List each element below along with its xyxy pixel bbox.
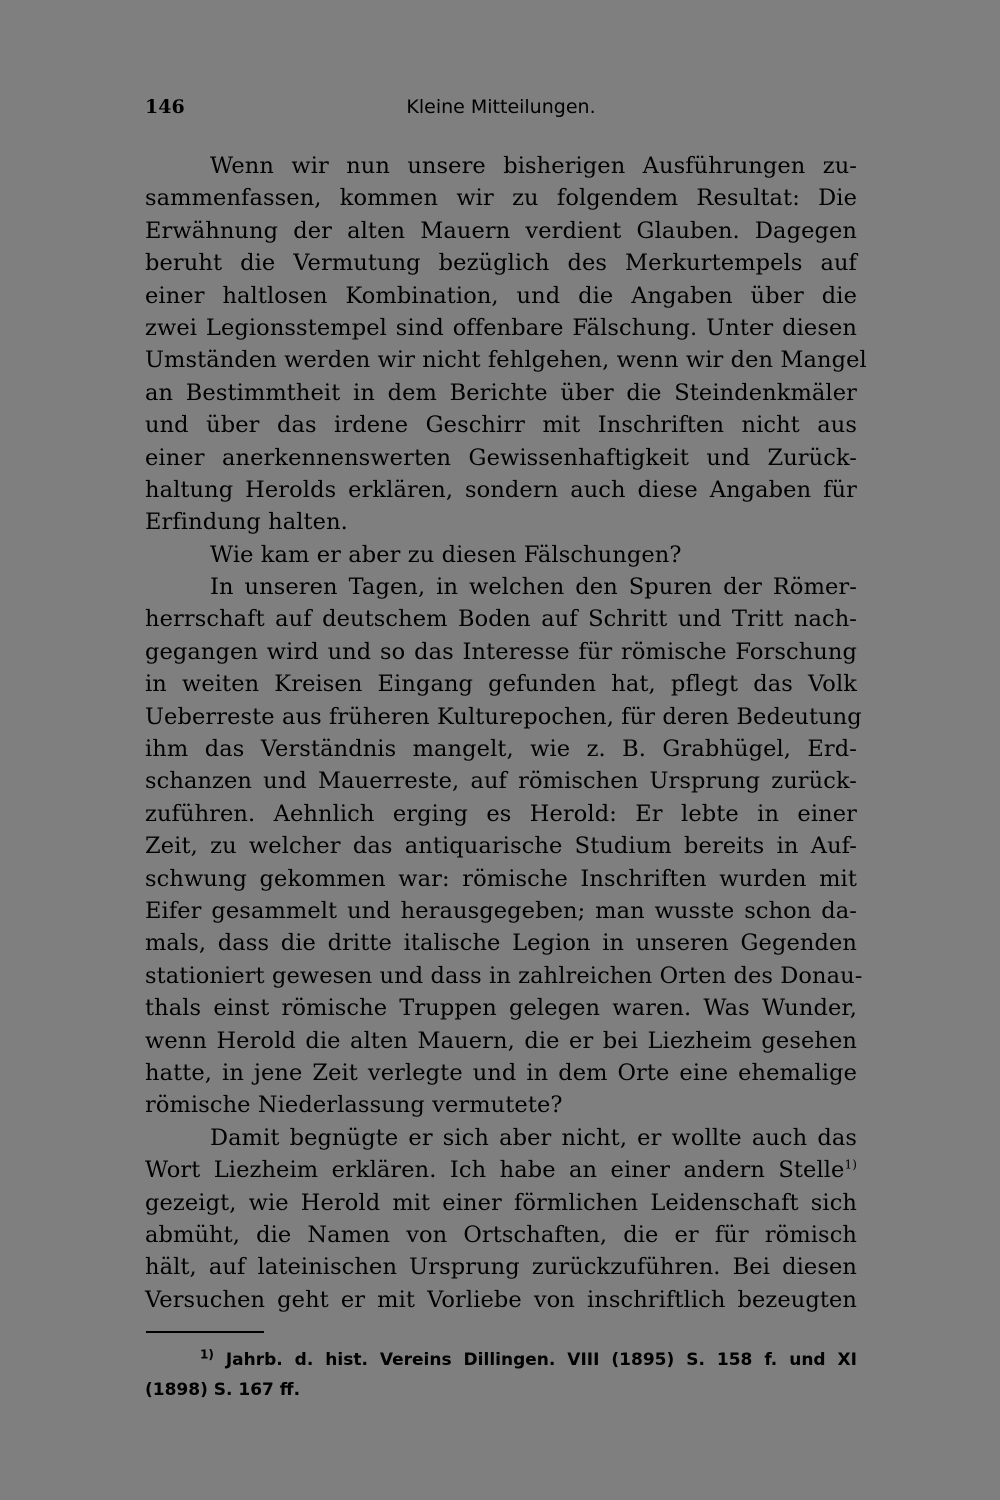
footnote-marker: 1) — [200, 1347, 214, 1362]
footnote-line — [145, 1345, 857, 1375]
text-line: zuführen. Aehnlich erging es Herold: Er lebte in einer — [145, 800, 857, 827]
footnotes — [145, 1345, 857, 1405]
text-line: Damit begnügte er sich aber nicht, er wollte auch das — [210, 1124, 857, 1151]
text-line: schanzen und Mauerreste, auf römischen Ursprung zurück- — [145, 768, 857, 795]
text-line: abmüht, die Namen von Ortschaften, die er für römisch — [145, 1221, 857, 1248]
text-line: Ueberreste aus früheren Kulturepochen, für deren Bedeutung — [145, 703, 862, 730]
footnote-divider — [146, 1331, 264, 1333]
text-line: zwei Legionsstempel sind offenbare Fälschung. Unter diesen — [145, 314, 857, 341]
text-line: einer haltlosen Kombination, und die Angaben über die — [145, 282, 857, 309]
running-head — [145, 96, 857, 126]
text-line: und über das irdene Geschirr mit Inschriften nicht aus — [145, 412, 857, 439]
text-line: gegangen wird und so das Interesse für römische Forschung — [145, 638, 857, 665]
text-line: Erfindung halten. — [145, 509, 348, 536]
text-line: Wenn wir nun unsere bisherigen Ausführungen zu- — [210, 153, 857, 179]
text-line: thals einst römische Truppen gelegen waren. Was Wunder, — [145, 995, 857, 1022]
text-line: hält, auf lateinischen Ursprung zurückzuführen. Bei diesen — [145, 1254, 857, 1281]
text-line: sammenfassen, kommen wir zu folgendem Resultat: Die — [145, 185, 857, 212]
text-line-with-footnote-ref — [145, 1154, 857, 1186]
text-line: Wie kam er aber zu diesen Fälschungen? — [210, 541, 682, 568]
page-number: 146 — [145, 96, 185, 118]
text-line: hatte, in jene Zeit verlegte und in dem Orte eine ehemalige — [145, 1059, 857, 1086]
text-line: beruht die Vermutung bezüglich des Merkurtempels auf — [145, 250, 857, 277]
footnote-line: (1898) S. 167 ff. — [145, 1380, 301, 1400]
text-line: einer anerkennenswerten Gewissenhaftigkeit und Zurück- — [145, 444, 857, 471]
text-line: In unseren Tagen, in welchen den Spuren der Römer- — [210, 574, 857, 601]
text-line: Eifer gesammelt und herausgegeben; man wusste schon da- — [145, 897, 857, 924]
text-line: Umständen werden wir nicht fehlgehen, wenn wir den Mangel — [145, 347, 867, 374]
text-line: Zeit, zu welcher das antiquarische Studium bereits in Auf- — [145, 833, 857, 860]
text-line: wenn Herold die alten Mauern, die er bei Liezheim gesehen — [145, 1027, 857, 1054]
text-line: schwung gekommen war: römische Inschriften wurden mit — [145, 865, 857, 892]
text-line: gezeigt, wie Herold mit einer förmlichen Leidenschaft sich — [145, 1189, 857, 1216]
text-line: herrschaft auf deutschem Boden auf Schritt und Tritt nach- — [145, 606, 857, 633]
footnote-text: Jahrb. d. hist. Vereins Dillingen. VIII (1895) S. 158 f. und XI — [225, 1350, 857, 1370]
text-line: an Bestimmtheit in dem Berichte über die Steindenkmäler — [145, 379, 857, 406]
text-line: mals, dass die dritte italische Legion in unseren Gegenden — [145, 930, 857, 957]
text-line: in weiten Kreisen Eingang gefunden hat, pflegt das Volk — [145, 671, 857, 698]
footnote-reference: 1) — [844, 1157, 857, 1172]
text-line: Versuchen geht er mit Vorliebe von inschriftlich bezeugten — [145, 1286, 857, 1313]
text-line: ihm das Verständnis mangelt, wie z. B. Grabhügel, Erd- — [145, 736, 857, 763]
text-fragment: Wort Liezheim erklären. Ich habe an einer andern Stelle — [145, 1157, 845, 1184]
text-line: römische Niederlassung vermutete? — [145, 1092, 563, 1119]
text-line: haltung Herolds erklären, sondern auch diese Angaben für — [145, 476, 857, 503]
text-line: Erwähnung der alten Mauern verdient Glauben. Dagegen — [145, 217, 857, 244]
main-text — [145, 150, 867, 1316]
text-line: stationiert gewesen und dass in zahlreichen Orten des Donau- — [145, 962, 863, 989]
running-title: Kleine Mitteilungen. — [406, 96, 596, 118]
